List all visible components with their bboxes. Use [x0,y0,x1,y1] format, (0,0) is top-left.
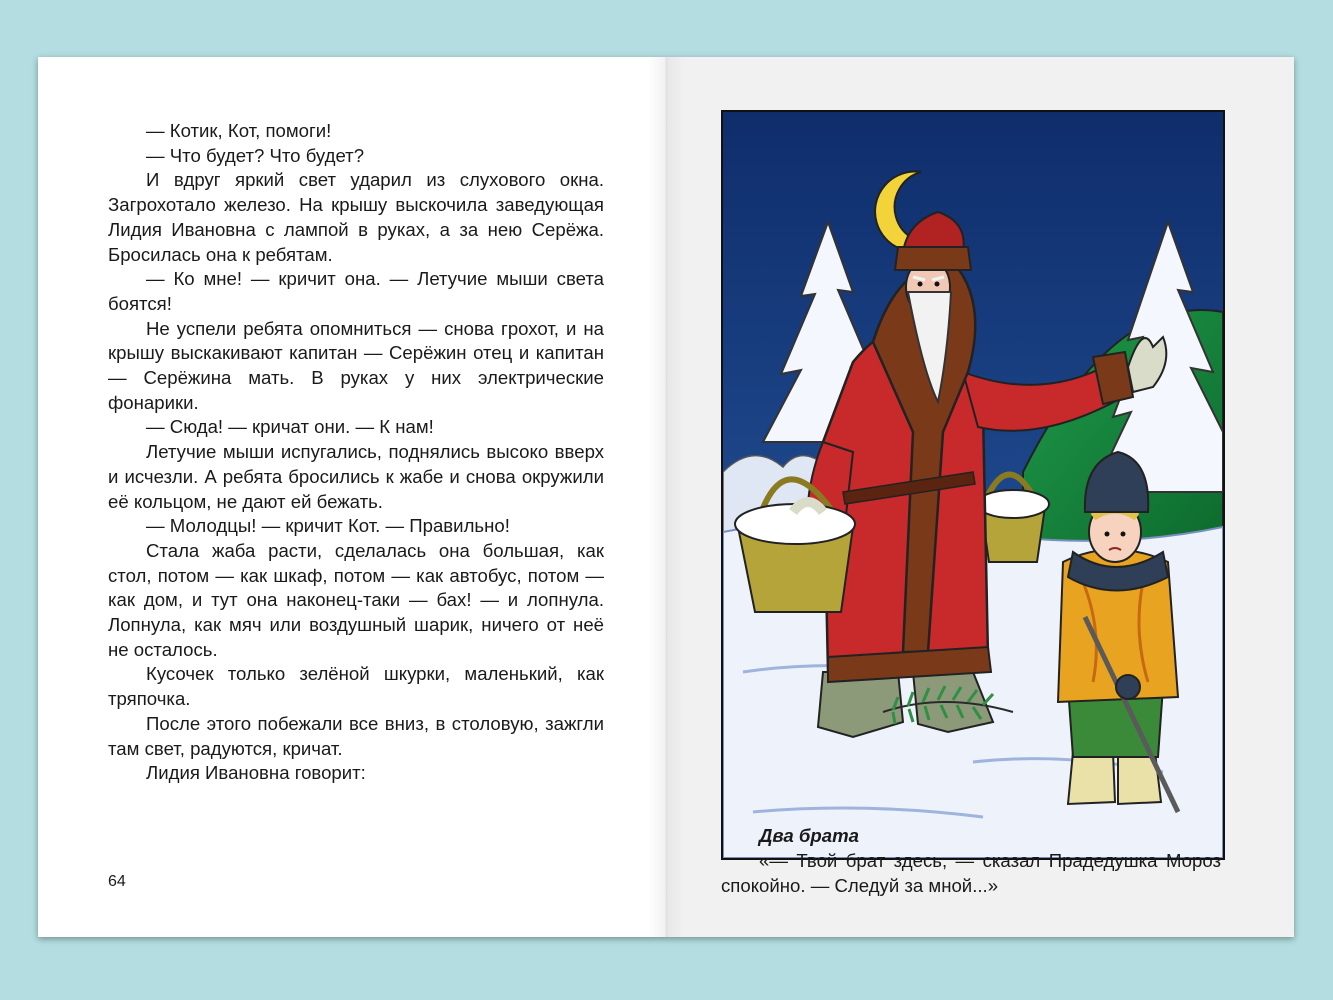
right-page [666,57,1294,937]
paragraph: Не успели ребята опомниться — снова грохот, и на крышу выскакивают капитан — Серёжин отец и капитан — Серёжина мать. В руках у них электрические фонарики. [108,317,604,413]
paragraph: — Что будет? Что будет? [146,144,365,166]
book-spread [38,57,1294,937]
caption-title: Два брата [759,825,860,846]
paragraph: Кусочек только зелёной шкурки, маленький, как тряпочка. [108,663,604,710]
winter-scene-illustration [721,110,1225,860]
paragraph: Стала жаба расти, сделалась она большая, как стол, потом — как шкаф, потом — как автобус, потом — как дом, и тут она наконец-таки — бах! — и лопнула. Лопнула, как мяч или воздушный шарик, ничего от неё не осталось. [108,539,604,660]
paragraph: И вдруг яркий свет ударил из слухового окна. Загрохотало железо. На крышу выскочила заведующая Лидия Ивановна с лампой в руках, а за нею Серёжа. Бросилась она к ребятам. [108,169,604,265]
paragraph: — Ко мне! — кричит она. — Летучие мыши света боятся! [108,268,604,314]
paragraph: — Котик, Кот, помоги! [146,120,332,141]
paragraph: Лидия Ивановна говорит: [146,762,366,784]
paragraph: — Сюда! — кричат они. — К нам! [146,416,434,438]
illustration-caption [721,823,1221,898]
paragraph: Летучие мыши испугались, поднялись высоко вверх и исчезли. А ребята бросились к жабе и снова окружили её кольцом, не дают ей бежать. [108,441,604,512]
page-number: 64 [108,873,126,890]
caption-text: «— Твой брат здесь, — сказал Прадедушка Мороз спокойно. — Следуй за мной...» [721,850,1221,896]
paragraph: После этого побежали все вниз, в столовую, зажгли там свет, радуются, кричат. [108,712,604,759]
paragraph: — Молодцы! — кричит Кот. — Правильно! [146,515,510,537]
left-page [38,57,666,937]
book-gutter [648,57,684,937]
story-text [108,119,604,786]
